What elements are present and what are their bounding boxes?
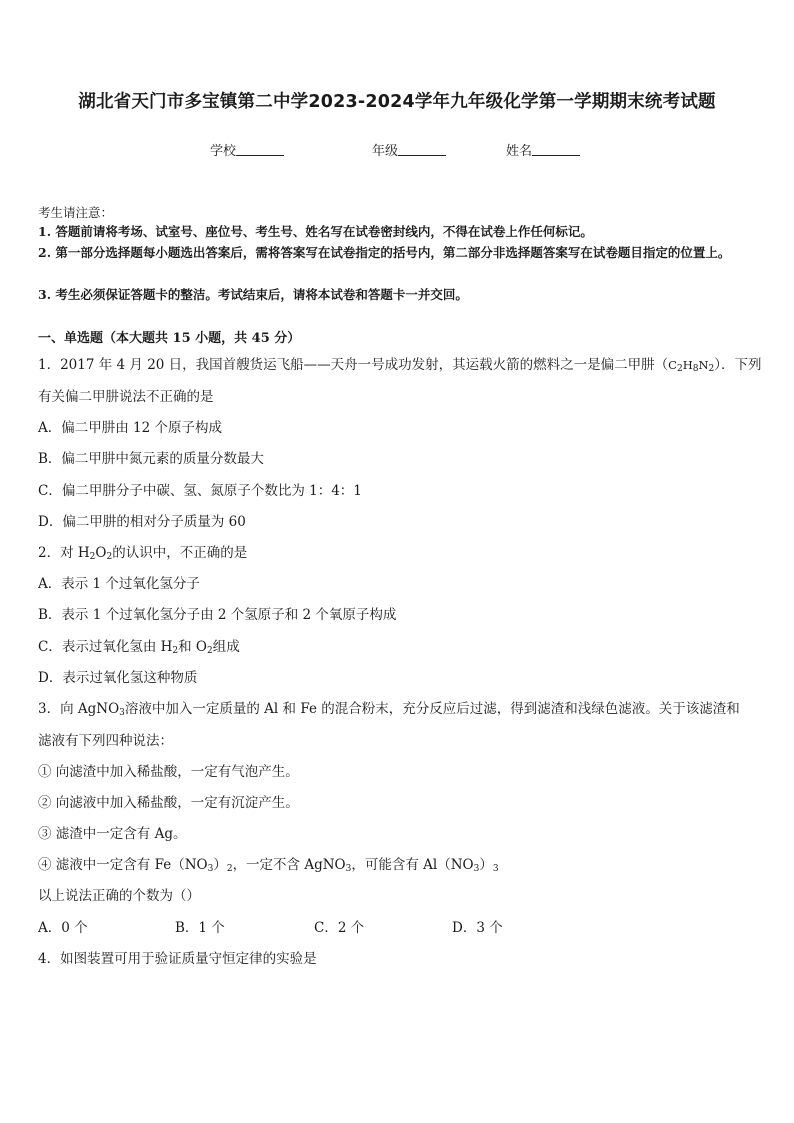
q2-option-a[interactable]: A．表示 1 个过氧化氢分子 <box>38 576 200 592</box>
q3-statement-3: ③ 滤渣中一定含有 Ag。 <box>38 826 187 842</box>
q3-option-b[interactable]: B．1 个 <box>175 920 225 936</box>
q3-question: 以上说法正确的个数为（） <box>38 888 200 904</box>
q3-option-d[interactable]: D．3 个 <box>452 920 503 936</box>
q3-statement-1: ① 向滤渣中加入稀盐酸，一定有气泡产生。 <box>38 764 299 780</box>
q3-stem: 3．向 AgNO$_3$溶液中加入一定质量的 Al 和 Fe 的混合粉末，充分反应后过滤，得到滤渣和浅绿色滤液。关于该滤渣和 <box>38 701 740 718</box>
notice-item-3: 3. 考生必须保证答题卡的整洁。考试结束后，请将本试卷和答题卡一并交回。 <box>38 287 468 302</box>
name-blank[interactable] <box>532 143 580 156</box>
q3-option-a[interactable]: A．0 个 <box>38 920 88 936</box>
q1-option-b[interactable]: B．偏二甲肼中氮元素的质量分数最大 <box>38 451 264 467</box>
q2-stem: 2．对 $H_2O_2$的认识中，不正确的是 <box>38 545 248 562</box>
grade-field <box>372 140 446 159</box>
q2-option-d[interactable]: D．表示过氧化氢这种物质 <box>38 670 198 686</box>
exam-title: 湖北省天门市多宝镇第二中学2023-2024学年九年级化学第一学期期末统考试题 <box>78 92 716 112</box>
grade-blank[interactable] <box>398 143 446 156</box>
q1-option-a[interactable]: A．偏二甲肼由 12 个原子构成 <box>38 420 223 436</box>
notice-item-1: 1. 答题前请将考场、试室号、座位号、考生号、姓名写在试卷密封线内，不得在试卷上作任何标记。 <box>38 224 593 239</box>
name-label: 姓名 <box>506 144 533 159</box>
q2-option-c[interactable]: C．表示过氧化氢由 $H_2$和 $O_2$组成 <box>38 639 240 656</box>
q1-stem: 1．2017 年 4 月 20 日，我国首艘货运飞船——天舟一号成功发射，其运载火箭的燃料之一是偏二甲肼$(C_2H_8N_2)$．下列 <box>38 357 762 374</box>
notice-heading: 考生请注意： <box>38 205 114 220</box>
section-heading: 一、单选题（本大题共 15 小题，共 45 分） <box>38 331 301 346</box>
notice-item-2: 2. 第一部分选择题每小题选出答案后，需将答案写在试卷指定的括号内，第二部分非选择题答案写在试卷题目指定的位置上。 <box>38 245 731 260</box>
q3-option-c[interactable]: C．2 个 <box>314 920 365 936</box>
school-blank[interactable] <box>236 143 284 156</box>
q1-option-c[interactable]: C．偏二甲肼分子中碳、氢、氮原子个数比为 1：4：1 <box>38 483 362 499</box>
q1-option-d[interactable]: D．偏二甲肼的相对分子质量为 60 <box>38 514 246 530</box>
name-field <box>506 140 580 159</box>
q1-stem-line2: 有关偏二甲肼说法不正确的是 <box>38 389 214 405</box>
grade-label: 年级 <box>372 144 399 159</box>
q4-stem: 4．如图装置可用于验证质量守恒定律的实验是 <box>38 951 317 967</box>
school-label: 学校 <box>210 144 237 159</box>
q3-statement-4: ④ 滤液中一定含有 $Fe(NO_3)_2$，一定不含 AgNO$_3$，可能含有 $Al(NO_3)_3$ <box>38 857 499 874</box>
school-field <box>210 140 284 159</box>
q3-statement-2: ② 向滤液中加入稀盐酸，一定有沉淀产生。 <box>38 795 299 811</box>
q3-stem-line2: 滤液有下列四种说法： <box>38 733 173 749</box>
q2-option-b[interactable]: B．表示 1 个过氧化氢分子由 2 个氢原子和 2 个氧原子构成 <box>38 607 397 623</box>
